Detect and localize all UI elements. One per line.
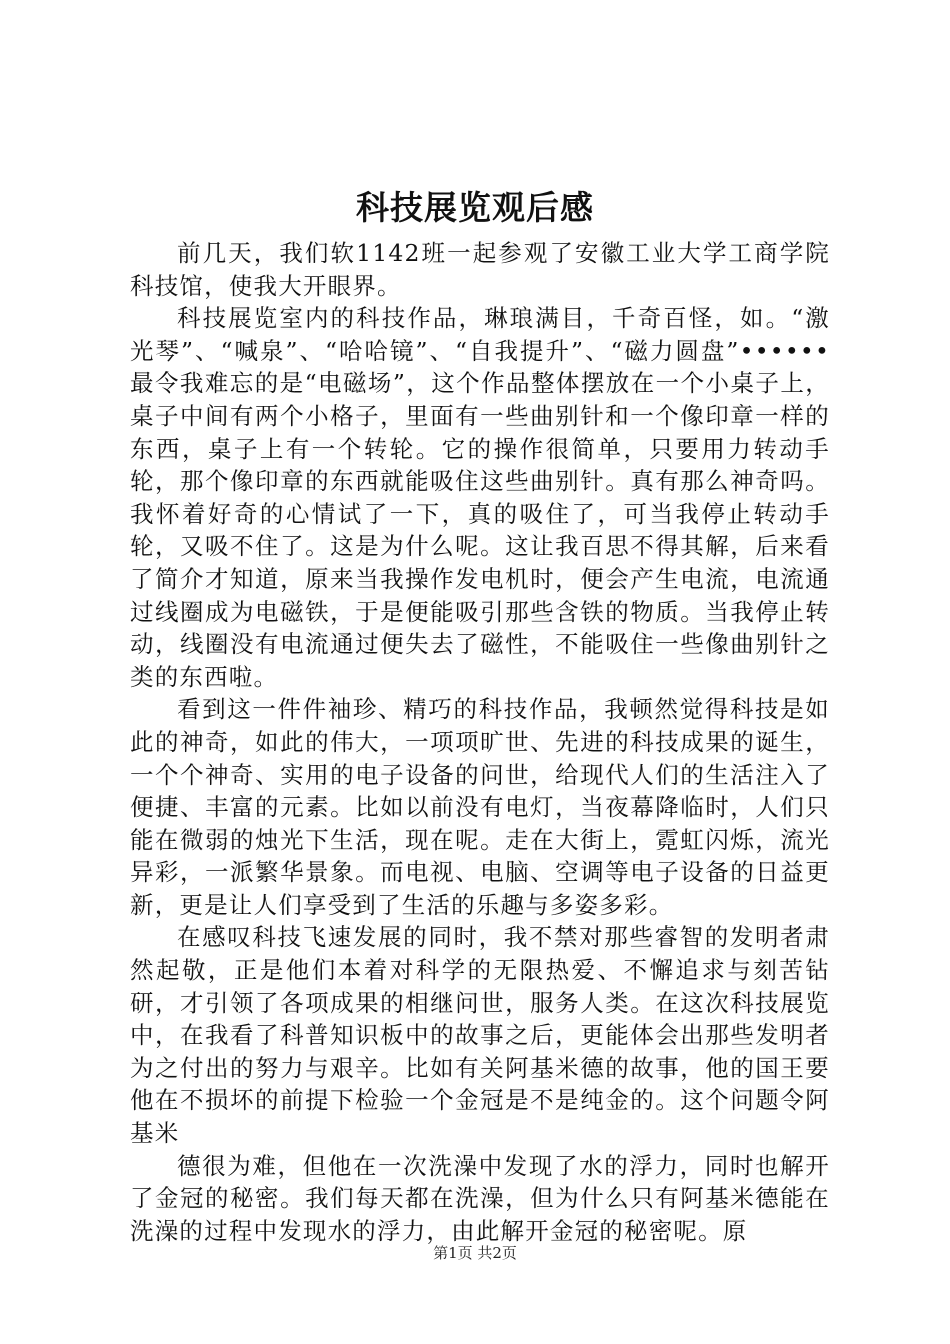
page-number-footer: 第1页 共2页: [433, 1244, 517, 1262]
document-title: 科技展览观后感: [356, 188, 594, 227]
document-body: [130, 237, 830, 1247]
paragraph-1: 前几天，我们软1142班一起参观了安徽工业大学工商学院科技馆，使我大开眼界。: [130, 239, 830, 300]
paragraph-2: 科技展览室内的科技作品，琳琅满目，千奇百怪，如。“激光琴”、“喊泉”、“哈哈镜”、“自我提升”、“磁力圆盘”••••••最令我难忘的是“电磁场”，这个作品整体摆放在一个小桌子上，桌子中间有两个小格子，里面有一些曲别针和一个像印章一样的东西，桌子上有一个转轮。它的操作很简单，只要用力转动手轮，那个像印章的东西就能吸住这些曲别针。真有那么神奇吗。我怀着好奇的心情试了一下，真的吸住了，可当我停止转动手轮，又吸不住了。这是为什么呢。这让我百思不得其解，后来看了简介才知道，原来当我操作发电机时，便会产生电流，电流通过线圈成为电磁铁，于是便能吸引那些含铁的物质。当我停止转动，线圈没有电流通过便失去了磁性，不能吸住一些像曲别针之类的东西啦。: [130, 304, 830, 691]
paragraph-4: 在感叹科技飞速发展的同时，我不禁对那些睿智的发明者肃然起敬，正是他们本着对科学的无限热爱、不懈追求与刻苦钻研，才引领了各项成果的相继问世，服务人类。在这次科技展览中，在我看了科普知识板中的故事之后，更能体会出那些发明者为之付出的努力与艰辛。比如有关阿基米德的故事，他的国王要他在不损坏的前提下检验一个金冠是不是纯金的。这个问题令阿基米: [130, 923, 830, 1148]
paragraph-5: 德很为难，但他在一次洗澡中发现了水的浮力，同时也解开了金冠的秘密。我们每天都在洗澡，但为什么只有阿基米德能在洗澡的过程中发现水的浮力，由此解开金冠的秘密呢。原: [130, 1151, 830, 1245]
paragraph-3: 看到这一件件袖珍、精巧的科技作品，我顿然觉得科技是如此的神奇，如此的伟大，一项项旷世、先进的科技成果的诞生，一个个神奇、实用的电子设备的问世，给现代人们的生活注入了便捷、丰富的元素。比如以前没有电灯，当夜幕降临时，人们只能在微弱的烛光下生活，现在呢。走在大街上，霓虹闪烁，流光异彩，一派繁华景象。而电视、电脑、空调等电子设备的日益更新，更是让人们享受到了生活的乐趣与多姿多彩。: [130, 695, 830, 919]
